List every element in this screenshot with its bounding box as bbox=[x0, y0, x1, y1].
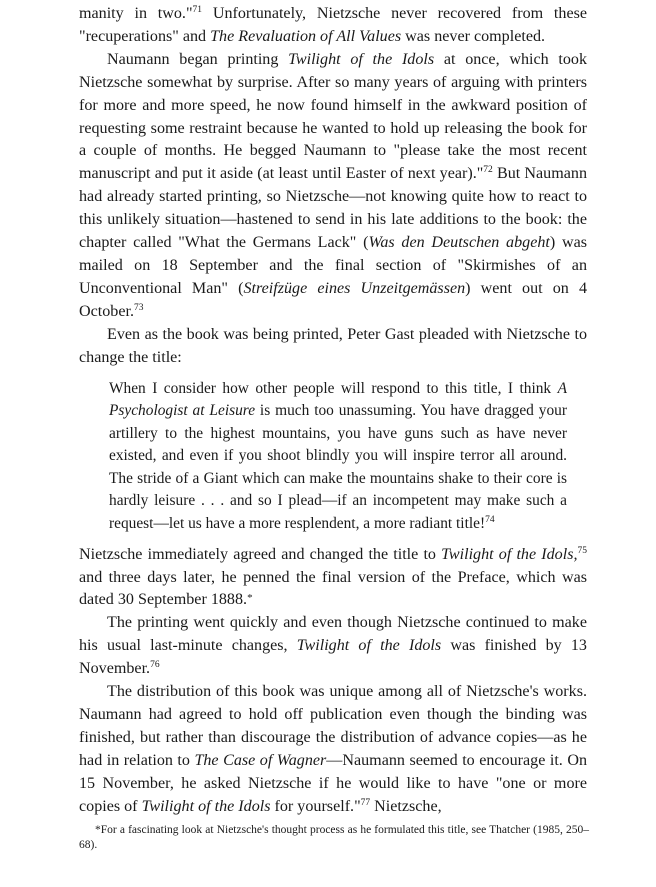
text-run: ) was mailed on 18 September and the final section of "Skirmishes of an Unconventional Man" ( bbox=[79, 234, 587, 297]
endnote-ref: 71 bbox=[192, 5, 203, 15]
text-run: at once, which took Nietzsche somewhat by surprise. After so many years of arguing with printers for more and more speed, he now found himself in the awkward position of requesting some restraint because he wanted to hold up releasing the book for a couple of months. He begged Naumann to "please take the most recent manuscript and put it aside (at least until Easter of next year)." bbox=[79, 50, 587, 183]
italic-title: Twilight of the Idols bbox=[141, 797, 271, 815]
paragraph-5 bbox=[79, 612, 587, 681]
italic-title: Twilight of the Idols bbox=[296, 637, 442, 655]
paragraph-1 bbox=[79, 3, 587, 49]
text-run: is much too unassuming. You have dragged your artillery to the highest mountains, you have guns such as have never existed, and even if you shoot blindly you will inspire terror all around. The stride of a Giant which can make the mountains shake to their core is hardly leisure . . . and so I plead—if an incompetent may make such a request—let us have a more resplendent, a more radiant title! bbox=[109, 402, 567, 533]
paragraph-2 bbox=[79, 49, 587, 324]
paragraph-3 bbox=[79, 324, 587, 370]
endnote-ref: 75 bbox=[577, 545, 587, 556]
text-run: When I consider how other people will respond to this title, I think bbox=[109, 379, 558, 397]
text-run: Even as the book was being printed, Peter Gast pleaded with Nietzsche to change the title: bbox=[79, 325, 587, 366]
italic-title: The Revaluation of All Values bbox=[210, 27, 402, 45]
footnote-mark: * bbox=[247, 592, 253, 605]
text-run: Nietzsche immediately agreed and changed the title to bbox=[79, 545, 442, 563]
endnote-ref: 72 bbox=[483, 165, 493, 176]
text-run: Unfortunately, Nietzsche never recovered from these "recuperations" and bbox=[79, 5, 587, 45]
text-run: Naumann began printing bbox=[107, 50, 289, 68]
text-run: for yourself." bbox=[270, 797, 361, 815]
text-run: But Naumann had already started printing, so Nietzsche—not knowing quite how to react to this unlikely situation—hastened to send in his late additions to the book: the chapter called "What the Germans Lack" ( bbox=[79, 165, 587, 252]
text-run: was never completed. bbox=[401, 27, 546, 45]
italic-title: A Psychologist at Leisure bbox=[109, 379, 567, 420]
block-quote bbox=[109, 378, 567, 536]
paragraph-4 bbox=[79, 544, 587, 613]
endnote-ref: 77 bbox=[360, 797, 371, 808]
body-text bbox=[79, 3, 587, 819]
text-run: manity in two." bbox=[79, 5, 193, 22]
text-run: and three days later, he penned the final version of the Preface, which was dated 30 September 1888. bbox=[79, 568, 587, 609]
text-run: was finished by 13 November. bbox=[79, 637, 587, 678]
endnote-ref: 76 bbox=[150, 660, 160, 671]
footnote bbox=[79, 823, 589, 854]
italic-title: Was den Deutschen abgeht bbox=[368, 234, 550, 252]
italic-title: Twilight of the Idols, bbox=[441, 545, 578, 563]
text-run: Nietzsche, bbox=[370, 797, 442, 815]
text-run: —Naumann seemed to encourage it. On 15 November, he asked Nietzsche if he would like to have "one or more copies of bbox=[79, 751, 587, 815]
footnote-text: *For a fascinating look at Nietzsche's thought process as he formulated this title, see Thatcher (1985, 250–68). bbox=[79, 824, 589, 852]
paragraph-6 bbox=[79, 681, 587, 818]
italic-title: Twilight of the Idols bbox=[288, 50, 435, 68]
text-run: The distribution of this book was unique among all of Nietzsche's works. Naumann had agreed to hold off publication even though the binding was finished, but rather than discourage the distribution of advance copies—as he had in relation to bbox=[79, 683, 587, 769]
endnote-ref: 74 bbox=[485, 515, 495, 526]
text-run: The printing went quickly and even though Nietzsche continued to make his usual last-minute changes, bbox=[79, 614, 587, 655]
endnote-ref: 73 bbox=[133, 302, 144, 313]
text-run: ) went out on 4 October. bbox=[79, 279, 587, 320]
italic-title: The Case of Wagner bbox=[194, 751, 327, 769]
italic-title: Streifzüge eines Unzeitgemässen bbox=[243, 279, 466, 297]
